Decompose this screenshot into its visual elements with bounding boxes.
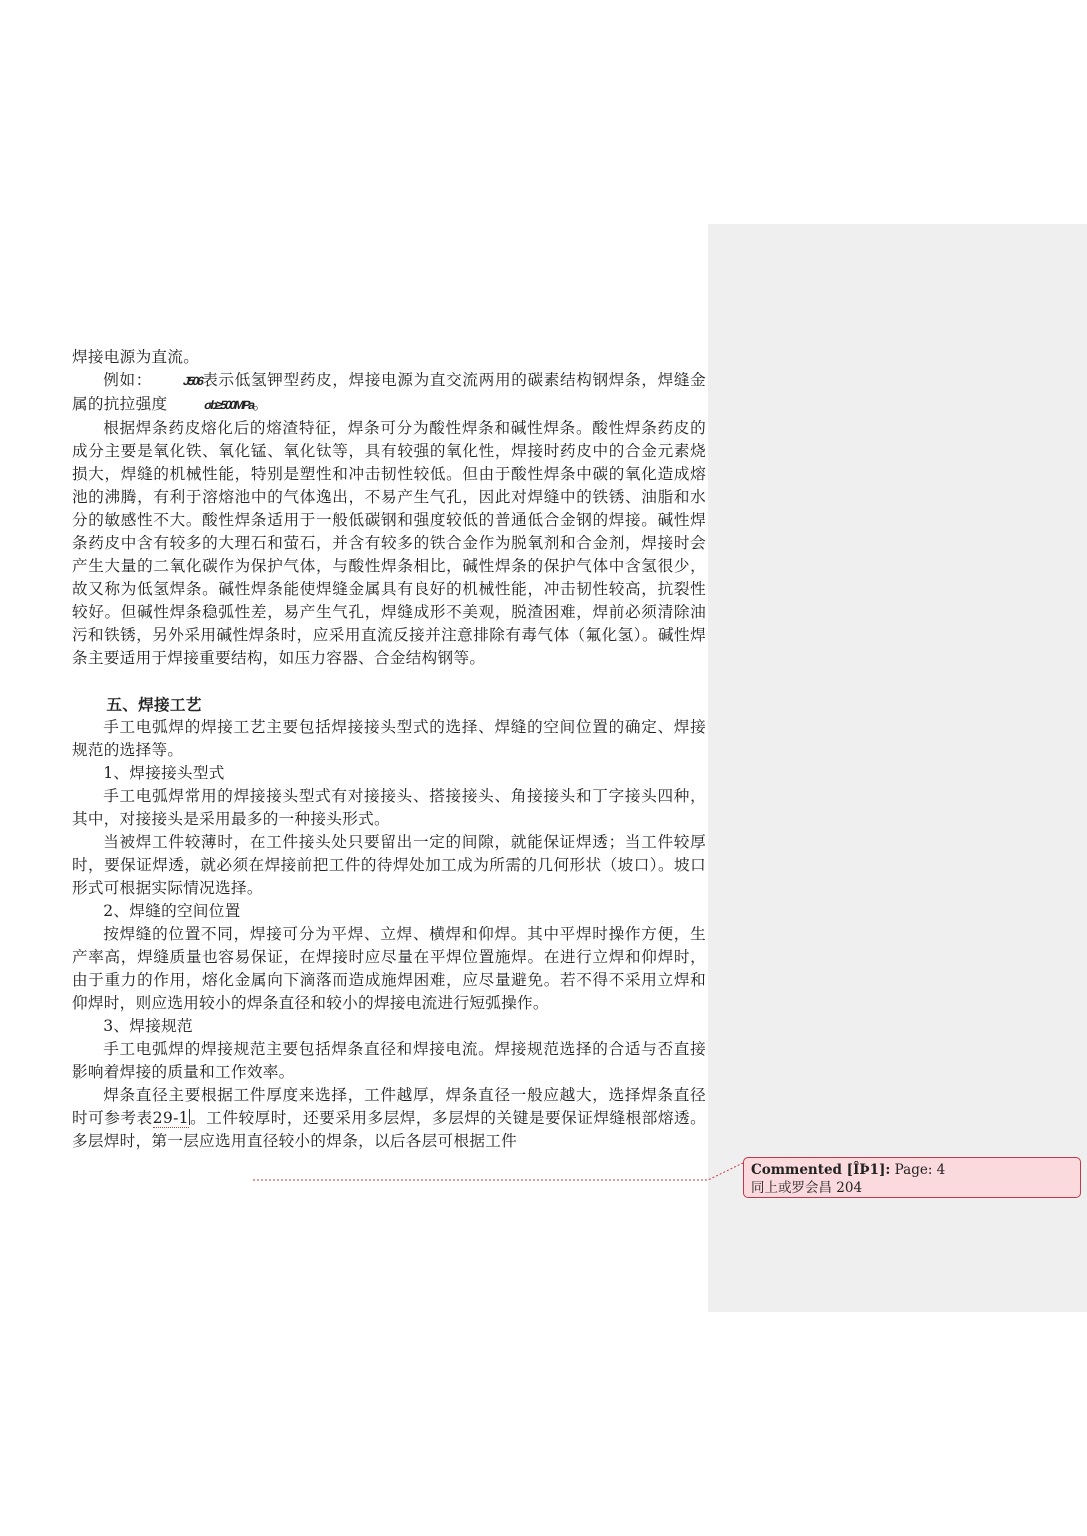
subheading: 1、焊接接头型式 <box>103 764 225 782</box>
formula-image: J506 <box>181 374 204 388</box>
comment-text: 同上或罗会昌 204 <box>751 1180 863 1196</box>
comment-pane <box>708 224 1087 1312</box>
paragraph: 根据焊条药皮熔化后的熔渣特征，焊条可分为酸性焊条和碱性焊条。酸性焊条药皮的成分主要是氧化铁、氧化锰、氧化钛等，具有较强的氧化性，焊接时药皮中的合金元素烧损大，焊缝的机械性能，特别是塑性和冲击韧性较低。但由于酸性焊条中碳的氧化造成熔池的沸腾，有利于溶熔池中的气体逸出，不易产生气孔，因此对焊缝中的铁锈、油脂和水分的敏感性不大。酸性焊条适用于一般低碳钢和强度较低的普通低合金钢的焊接。碱性焊条药皮中含有较多的大理石和萤石，并含有较多的铁合金作为脱氧剂和合金剂，焊接时会产生大量的二氧化碳作为保护气体，与酸性焊条相比，碱性焊条的保护气体中含氢很少，故又称为低氢焊条。碱性焊条能使焊缝金属具有良好的机械性能，冲击韧性较高，抗裂性较好。但碱性焊条稳弧性差，易产生气孔，焊缝成形不美观，脱渣困难，焊前必须清除油污和铁锈，另外采用碱性焊条时，应采用直流反接并注意排除有毒气体（氟化氢）。碱性焊条主要适用于焊接重要结构，如压力容器、合金结构钢等。 <box>72 419 706 667</box>
paragraph: 手工电弧焊的焊接规范主要包括焊条直径和焊接电流。焊接规范选择的合适与否直接影响着焊接的质量和工作效率。 <box>72 1040 706 1081</box>
comment-label: Commented [ÎÞ1]: <box>751 1162 891 1178</box>
comment-header <box>751 1161 1073 1179</box>
subheading: 3、焊接规范 <box>103 1017 193 1035</box>
paragraph: 例如： J506表示低氢钾型药皮，焊接电源为直交流两用的碳素结构钢焊条，焊缝金属的抗拉强度 σb≥500MPa。 <box>72 369 706 417</box>
paragraph: 手工电弧焊常用的焊接接头型式有对接接头、搭接接头、角接接头和丁字接头四种，其中，对接接头是采用最多的一种接头形式。 <box>72 787 706 828</box>
paragraph: 按焊缝的位置不同，焊接可分为平焊、立焊、横焊和仰焊。其中平焊时操作方便，生产率高，焊缝质量也容易保证，在焊接时应尽量在平焊位置施焊。在进行立焊和仰焊时，由于重力的作用，熔化金属向下滴落而造成施焊困难，应尽量避免。若不得不采用立焊和仰焊时，则应选用较小的焊条直径和较小的焊接电流进行短弧操作。 <box>72 925 706 1012</box>
comment-balloon[interactable] <box>743 1157 1081 1198</box>
paragraph: 手工电弧焊的焊接工艺主要包括焊接接头型式的选择、焊缝的空间位置的确定、焊接规范的选择等。 <box>72 718 706 759</box>
comment-anchor[interactable]: 29-1 <box>152 1109 189 1127</box>
comment-page: Page: 4 <box>894 1162 946 1178</box>
paragraph: 焊条直径主要根据工件厚度来选择，工件越厚，焊条直径一般应越大，选择焊条直径时可参考表29-1。工件较厚时，还要采用多层焊，多层焊的关键是要保证焊缝根部熔透。多层焊时，第一层应选用直径较小的焊条，以后各层可根据工件 <box>72 1086 706 1150</box>
section-heading: 五、焊接工艺 <box>106 695 202 714</box>
formula-image: σb≥500MPa <box>202 398 255 412</box>
subheading: 2、焊缝的空间位置 <box>103 902 241 920</box>
document-body[interactable] <box>72 346 706 1153</box>
paragraph: 当被焊工件较薄时，在工件接头处只要留出一定的间隙，就能保证焊透；当工件较厚时，要保证焊透，就必须在焊接前把工件的待焊处加工成为所需的几何形状（坡口）。坡口形式可根据实际情况选择。 <box>72 833 706 897</box>
paragraph: 焊接电源为直流。 <box>72 348 200 366</box>
